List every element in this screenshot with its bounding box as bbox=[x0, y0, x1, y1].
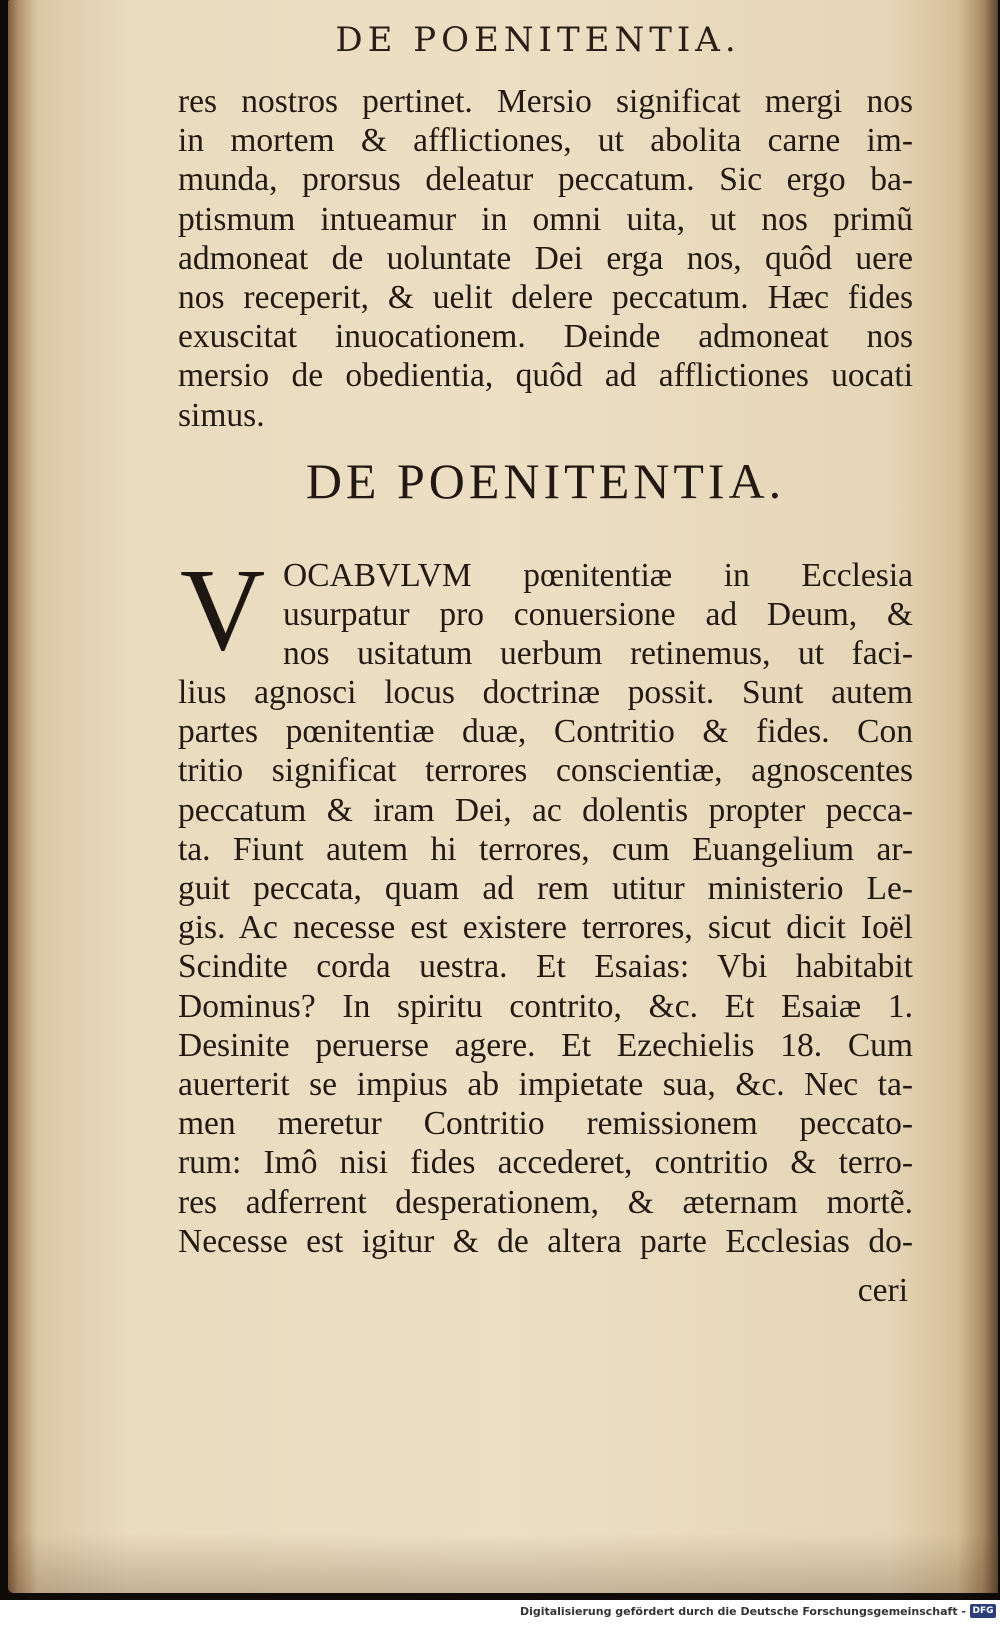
text-line: res nostros pertinet. Mersio significat mergi nos bbox=[178, 83, 913, 120]
footer-bar bbox=[0, 1600, 1000, 1625]
text-line: admoneat de uoluntate Dei erga nos, quôd uere bbox=[178, 239, 913, 277]
drop-cap: V bbox=[180, 544, 266, 675]
text-line: ta. Fiunt autem hi terrores, cum Euangelium ar- bbox=[178, 830, 913, 868]
text-line: auerterit se impius ab impietate sua, &c. Nec ta- bbox=[178, 1066, 913, 1104]
paragraph-body bbox=[178, 673, 913, 1261]
running-head: DE POENITENTIA. bbox=[335, 20, 741, 60]
catchword: ceri bbox=[857, 1272, 908, 1309]
text-line: tritio significat terrores conscientiæ, agnoscentes bbox=[178, 752, 913, 790]
paragraph-continued bbox=[178, 82, 913, 435]
text-line: partes pœnitentiæ duæ, Contritio & fides. Con bbox=[178, 713, 913, 751]
text-line: Desinite peruerse agere. Et Ezechielis 18. Cum bbox=[178, 1026, 913, 1064]
text-line: nos usitatum uerbum retinemus, ut faci- bbox=[283, 635, 913, 673]
text-line: guit peccata, quam ad rem utitur ministerio Le- bbox=[178, 870, 913, 908]
text-line: OCABVLVM pœnitentiæ in Ecclesia bbox=[283, 557, 913, 594]
text-line: ptismum intueamur in omni uita, ut nos primũ bbox=[178, 200, 913, 238]
text-line: gis. Ac necesse est existere terrores, sicut dicit Ioël bbox=[178, 909, 913, 947]
text-line: lius agnosci locus doctrinæ possit. Sunt autem bbox=[178, 674, 913, 711]
book-page bbox=[8, 0, 998, 1593]
footer-credit: Digitalisierung gefördert durch die Deutsche Forschungsgemeinschaft - bbox=[519, 1605, 966, 1618]
text-line: Scindite corda uestra. Et Esaias: Vbi habitabit bbox=[178, 948, 913, 986]
text-line: exuscitat inuocationem. Deinde admoneat nos bbox=[178, 318, 913, 356]
text-line: simus. bbox=[178, 396, 265, 434]
text-line: nos receperit, & uelit delere peccatum. Hæc fides bbox=[178, 279, 913, 317]
paragraph-opening-lines bbox=[283, 556, 913, 674]
text-line: res adferrent desperationem, & æternam mortẽ. bbox=[178, 1183, 913, 1221]
text-line: in mortem & afflictiones, ut abolita carne im- bbox=[178, 122, 913, 160]
text-line: Necesse est igitur & de altera parte Ecclesias do- bbox=[178, 1222, 913, 1260]
text-line: munda, prorsus deleatur peccatum. Sic ergo ba- bbox=[178, 161, 913, 199]
dfg-logo-icon: DFG bbox=[970, 1604, 996, 1618]
text-line: peccatum & iram Dei, ac dolentis propter pecca- bbox=[178, 791, 913, 829]
text-line: mersio de obedientia, quôd ad afflictiones uocati bbox=[178, 357, 913, 395]
section-heading: DE POENITENTIA. bbox=[305, 453, 786, 509]
text-line: Dominus? In spiritu contrito, &c. Et Esaiæ 1. bbox=[178, 987, 913, 1025]
text-line: men meretur Contritio remissionem peccato- bbox=[178, 1105, 913, 1143]
text-line: usurpatur pro conuersione ad Deum, & bbox=[283, 596, 913, 634]
text-line: rum: Imô nisi fides accederet, contritio & terro- bbox=[178, 1144, 913, 1182]
